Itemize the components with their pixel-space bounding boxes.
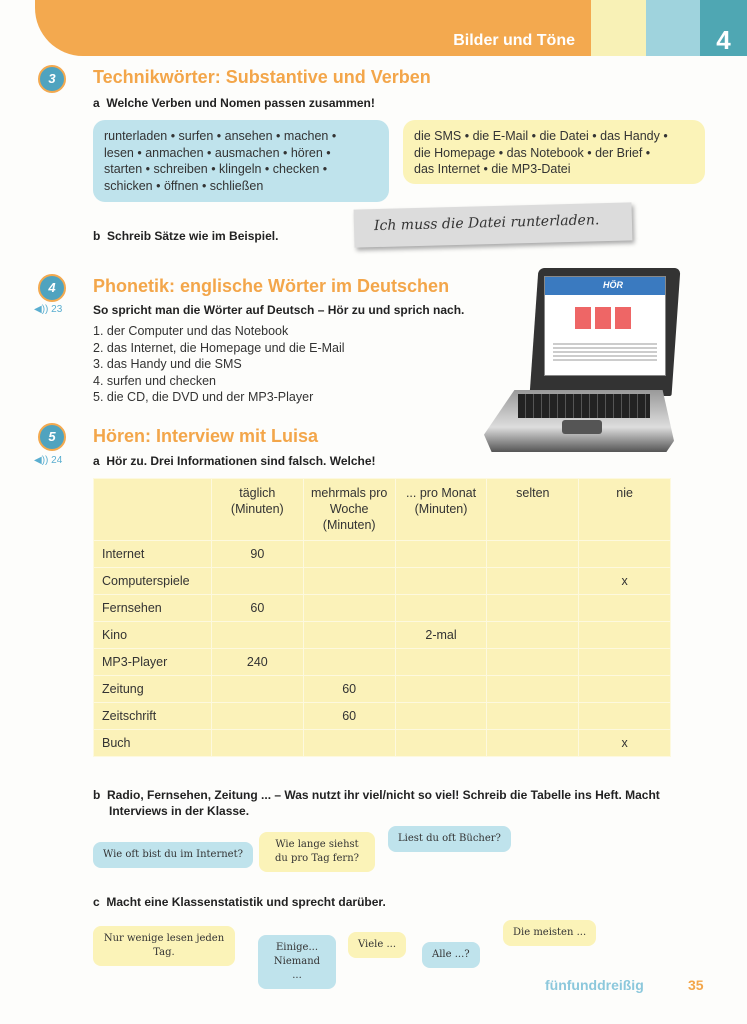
table-cell bbox=[211, 568, 303, 595]
speech-bubble: Liest du oft Bücher? bbox=[388, 826, 511, 852]
task-label: a bbox=[93, 96, 100, 110]
table-cell bbox=[579, 676, 671, 703]
laptop-image bbox=[484, 268, 676, 456]
speech-bubble: Wie lange siehst du pro Tag fern? bbox=[259, 832, 375, 872]
chapter-title: Bilder und Töne bbox=[453, 32, 575, 49]
table-header: nie bbox=[579, 479, 671, 541]
table-cell bbox=[395, 649, 487, 676]
bubble-line: Einige... bbox=[276, 942, 318, 953]
task-label: c bbox=[93, 895, 100, 909]
table-row bbox=[94, 676, 671, 703]
row-label: MP3-Player bbox=[94, 649, 212, 676]
table-cell bbox=[395, 595, 487, 622]
table-cell: 60 bbox=[303, 703, 395, 730]
verbs-box bbox=[93, 120, 389, 202]
nouns-box bbox=[403, 120, 705, 184]
nouns-line: die Homepage • das Notebook • der Brief • bbox=[414, 145, 651, 160]
table-row bbox=[94, 595, 671, 622]
exercise-title: Phonetik: englische Wörter im Deutschen bbox=[93, 276, 450, 296]
table-cell bbox=[211, 730, 303, 757]
track-number: 24 bbox=[51, 455, 63, 466]
list-item: 3. das Handy und die SMS bbox=[93, 357, 242, 371]
table-row bbox=[94, 730, 671, 757]
table-cell bbox=[579, 595, 671, 622]
table-header bbox=[94, 479, 212, 541]
table-header: täglich (Minuten) bbox=[211, 479, 303, 541]
task-label: b bbox=[93, 229, 101, 243]
audio-track[interactable] bbox=[34, 304, 62, 315]
table-cell bbox=[303, 622, 395, 649]
exercise-number: 5 bbox=[38, 423, 66, 451]
speech-bubble: Viele ... bbox=[348, 932, 406, 958]
audio-track[interactable] bbox=[34, 455, 62, 466]
exercise-title: Technikwörter: Substantive und Verben bbox=[93, 67, 431, 87]
verbs-line: schicken • öffnen • schließen bbox=[104, 178, 264, 193]
table-cell bbox=[487, 622, 579, 649]
table-row bbox=[94, 568, 671, 595]
verbs-line: starten • schreiben • klingeln • checken • bbox=[104, 162, 328, 176]
table-cell bbox=[303, 730, 395, 757]
table-cell bbox=[487, 568, 579, 595]
task-text: Radio, Fernsehen, Zeitung ... – Was nutzt ihr viel/nicht so viel! Schreib die Tabelle ins Heft. Macht Interviews in der Klasse. bbox=[107, 788, 660, 818]
task-text: Hör zu. Drei Informationen sind falsch. Welche! bbox=[106, 454, 376, 468]
task-text: Macht eine Klassenstatistik und sprecht darüber. bbox=[106, 895, 386, 909]
table-cell bbox=[395, 676, 487, 703]
row-label: Computerspiele bbox=[94, 568, 212, 595]
table-cell bbox=[303, 568, 395, 595]
word-list bbox=[93, 323, 345, 406]
table-cell: 90 bbox=[211, 541, 303, 568]
page-number: 35 bbox=[688, 977, 704, 993]
table-cell bbox=[487, 541, 579, 568]
table-cell bbox=[487, 730, 579, 757]
media-table bbox=[93, 478, 671, 757]
nouns-line: das Internet • die MP3-Datei bbox=[414, 162, 571, 176]
speech-bubble bbox=[258, 935, 336, 989]
table-cell bbox=[395, 568, 487, 595]
table-row bbox=[94, 703, 671, 730]
table-cell bbox=[303, 595, 395, 622]
table-cell bbox=[487, 676, 579, 703]
chapter-number: 4 bbox=[700, 0, 747, 56]
exercise-title: Hören: Interview mit Luisa bbox=[93, 426, 319, 446]
table-header: selten bbox=[487, 479, 579, 541]
bubble-line: Niemand ... bbox=[273, 956, 321, 981]
list-item: 5. die CD, die DVD und der MP3-Player bbox=[93, 390, 314, 404]
table-cell bbox=[487, 703, 579, 730]
table-cell: 2-mal bbox=[395, 622, 487, 649]
list-item: 1. der Computer und das Notebook bbox=[93, 324, 289, 338]
exercise-number: 3 bbox=[38, 65, 66, 93]
speech-bubble: Die meisten ... bbox=[503, 920, 596, 946]
task-text: Schreib Sätze wie im Beispiel. bbox=[107, 229, 279, 243]
list-item: 4. surfen und checken bbox=[93, 373, 216, 388]
table-header: mehrmals pro Woche (Minuten) bbox=[303, 479, 395, 541]
table-cell bbox=[395, 541, 487, 568]
speech-bubble: Nur wenige lesen jeden Tag. bbox=[93, 926, 235, 966]
task-label: a bbox=[93, 454, 100, 468]
table-header-row bbox=[94, 479, 671, 541]
header-stripe bbox=[591, 0, 646, 56]
laptop-screen-logo: HÖR bbox=[545, 277, 665, 295]
verbs-line: runterladen • surfen • ansehen • machen • bbox=[104, 129, 337, 143]
example-note: Ich muss die Datei runterladen. bbox=[354, 202, 633, 247]
header-stripe bbox=[646, 0, 700, 56]
track-number: 23 bbox=[51, 304, 63, 315]
table-cell bbox=[395, 730, 487, 757]
table-cell bbox=[395, 703, 487, 730]
verbs-line: lesen • anmachen • ausmachen • hören • bbox=[104, 145, 331, 160]
table-header: ... pro Monat (Minuten) bbox=[395, 479, 487, 541]
table-cell bbox=[579, 622, 671, 649]
task-text: Welche Verben und Nomen passen zusammen! bbox=[106, 96, 375, 110]
table-cell: x bbox=[579, 730, 671, 757]
row-label: Buch bbox=[94, 730, 212, 757]
table-cell: 60 bbox=[303, 676, 395, 703]
table-row bbox=[94, 622, 671, 649]
row-label: Kino bbox=[94, 622, 212, 649]
row-label: Internet bbox=[94, 541, 212, 568]
page-word: fünfunddreißig bbox=[545, 977, 644, 993]
table-cell bbox=[211, 676, 303, 703]
table-cell bbox=[579, 649, 671, 676]
speaker-icon: ◀)) bbox=[34, 304, 52, 315]
table-cell bbox=[579, 703, 671, 730]
exercise-number: 4 bbox=[38, 274, 66, 302]
table-cell bbox=[211, 622, 303, 649]
table-row bbox=[94, 541, 671, 568]
instruction: So spricht man die Wörter auf Deutsch – Hör zu und sprich nach. bbox=[93, 303, 465, 317]
table-cell bbox=[211, 703, 303, 730]
table-cell bbox=[303, 541, 395, 568]
table-cell bbox=[303, 649, 395, 676]
row-label: Fernsehen bbox=[94, 595, 212, 622]
row-label: Zeitung bbox=[94, 676, 212, 703]
task-label: b bbox=[93, 788, 101, 802]
nouns-line: die SMS • die E-Mail • die Datei • das Handy • bbox=[414, 129, 668, 143]
speech-bubble: Alle ...? bbox=[422, 942, 480, 968]
speaker-icon: ◀)) bbox=[34, 455, 52, 466]
table-cell: 240 bbox=[211, 649, 303, 676]
table-cell bbox=[579, 541, 671, 568]
row-label: Zeitschrift bbox=[94, 703, 212, 730]
table-cell: 60 bbox=[211, 595, 303, 622]
table-row bbox=[94, 649, 671, 676]
table-cell bbox=[487, 595, 579, 622]
table-cell: x bbox=[579, 568, 671, 595]
table-cell bbox=[487, 649, 579, 676]
speech-bubble: Wie oft bist du im Internet? bbox=[93, 842, 253, 868]
list-item: 2. das Internet, die Homepage und die E-Mail bbox=[93, 340, 345, 355]
